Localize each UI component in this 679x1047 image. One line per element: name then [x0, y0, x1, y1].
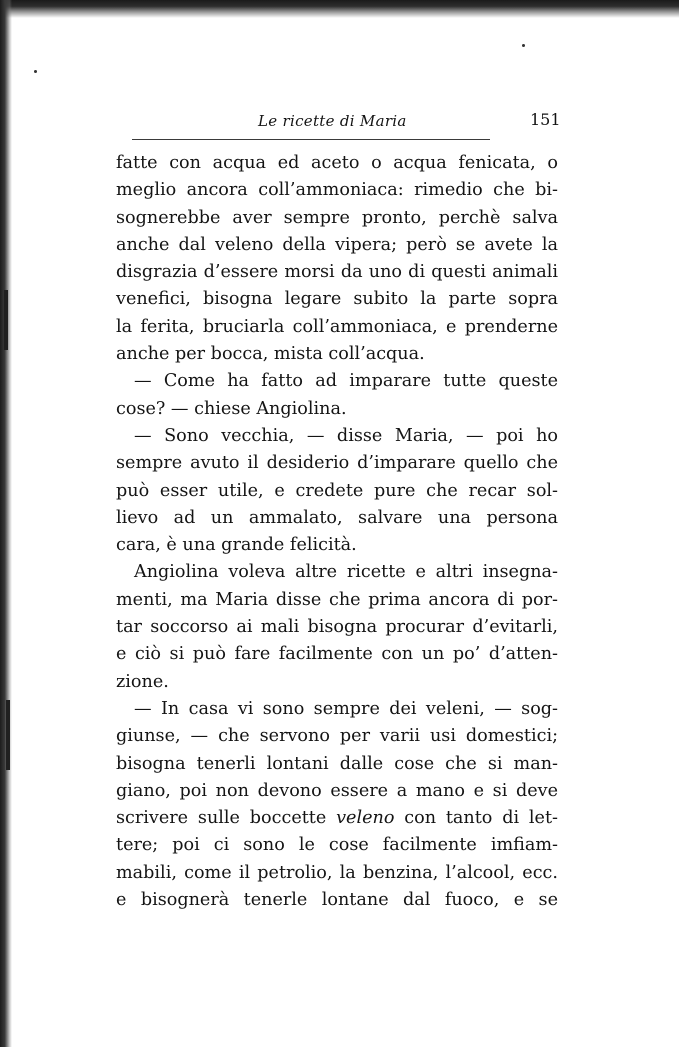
text-segment: scrivere sulle boccette	[116, 808, 337, 829]
text-line: zione.	[116, 671, 169, 692]
text-line: e bisognerà tenerle lontane dal fuoco, e se	[116, 890, 558, 911]
scan-edge-mark	[4, 290, 8, 350]
scan-left-edge	[0, 0, 12, 1047]
text-segment: con tanto di let-	[394, 808, 558, 829]
text-line: giano, poi non devono essere a mano e si deve	[116, 780, 558, 801]
text-line: disgrazia d’essere morsi da uno di questi animali	[116, 262, 558, 283]
text-line: la ferita, bruciarla coll’ammoniaca, e prenderne	[116, 316, 558, 337]
scan-speck	[34, 70, 37, 73]
text-line: Angiolina voleva altre ricette e altri insegna-	[134, 562, 558, 583]
text-line: — Sono vecchia, — disse Maria, — poi ho	[134, 425, 558, 446]
text-line: sognerebbe aver sempre pronto, perchè salva	[116, 207, 558, 228]
page-number: 151	[530, 110, 561, 129]
header-rule	[132, 139, 490, 140]
text-line: anche dal veleno della vipera; però se avete la	[116, 234, 558, 255]
text-line: tar soccorso ai mali bisogna procurar d’evitarli,	[116, 617, 558, 638]
text-line: e ciò si può fare facilmente con un po’ d’atten-	[116, 644, 558, 665]
text-line: — In casa vi sono sempre dei veleni, — sog-	[134, 698, 558, 719]
text-line: — Come ha fatto ad imparare tutte queste	[134, 371, 558, 392]
text-line-with-emphasis	[116, 805, 558, 832]
text-line: cose? — chiese Angiolina.	[116, 398, 347, 419]
text-line: meglio ancora coll’ammoniaca: rimedio che bi-	[116, 180, 558, 201]
running-title: Le ricette di Maria	[258, 112, 407, 130]
text-line: mabili, come il petrolio, la benzina, l’alcool, ecc.	[116, 862, 558, 883]
scan-edge-mark	[6, 700, 10, 770]
text-line: giunse, — che servono per varii usi domestici;	[116, 726, 558, 747]
text-line: anche per bocca, mista coll’acqua.	[116, 344, 425, 365]
scan-top-shadow	[0, 0, 679, 18]
text-line: menti, ma Maria disse che prima ancora di por-	[116, 589, 558, 610]
text-line: venefici, bisogna legare subito la parte sopra	[116, 289, 558, 310]
scan-speck	[522, 44, 525, 47]
emphasis-word: veleno	[336, 808, 395, 829]
text-line: può esser utile, e credete pure che recar sol-	[116, 480, 558, 501]
text-line: sempre avuto il desiderio d’imparare quello che	[116, 453, 558, 474]
text-line: bisogna tenerli lontani dalle cose che si man-	[116, 753, 558, 774]
body-text	[116, 150, 558, 914]
text-line: fatte con acqua ed aceto o acqua fenicata, o	[116, 153, 558, 173]
text-line: lievo ad un ammalato, salvare una persona	[116, 507, 558, 528]
text-line: cara, è una grande felicità.	[116, 535, 357, 556]
page-header	[0, 106, 679, 134]
text-line: tere; poi ci sono le cose facilmente imfiam-	[116, 835, 558, 856]
